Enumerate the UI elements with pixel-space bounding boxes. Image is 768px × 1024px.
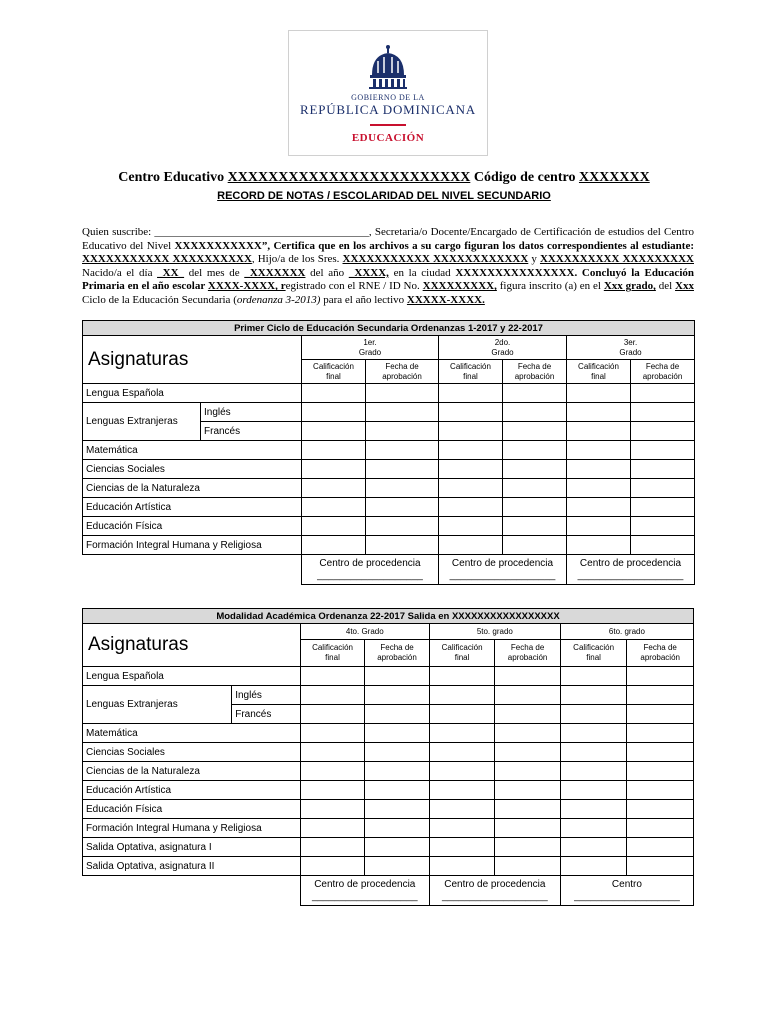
centro-value: XXXXXXXXXXXXXXXXXXXXXXXX bbox=[227, 170, 471, 185]
grade-cell[interactable] bbox=[567, 403, 631, 422]
subject-sublabel: Inglés bbox=[232, 686, 301, 705]
grade-cell[interactable] bbox=[567, 536, 631, 555]
para-text: egistrado con el RNE / ID No. bbox=[285, 280, 423, 293]
date-cell[interactable] bbox=[503, 384, 567, 403]
procedencia-label: Centro de procedencia bbox=[319, 557, 421, 569]
centro-procedencia[interactable] bbox=[560, 876, 693, 906]
empty-cell bbox=[83, 876, 301, 906]
para-text: Quien suscribe: _______________________________________, Secretaria/o Docente/Encargado de Certificación de estudios del Centro Educativo del Nivel bbox=[82, 226, 694, 252]
grade-cell[interactable] bbox=[300, 667, 365, 686]
date-cell[interactable] bbox=[503, 441, 567, 460]
col-label: aprobación bbox=[382, 371, 422, 381]
table-title: Modalidad Académica Ordenanza 22-2017 Salida en XXXXXXXXXXXXXXXXX bbox=[83, 609, 694, 624]
grade-label: 3er. bbox=[623, 337, 638, 347]
para-text: Nacido/a el día bbox=[82, 266, 158, 279]
date-cell[interactable] bbox=[365, 800, 430, 819]
para-madre: XXXXXXXXXX XXXXXXXXX bbox=[539, 253, 694, 266]
grade-cell[interactable] bbox=[567, 460, 631, 479]
grade-cell[interactable] bbox=[567, 384, 631, 403]
date-cell[interactable] bbox=[495, 667, 561, 686]
centro-procedencia[interactable] bbox=[439, 555, 567, 585]
subject-label: Formación Integral Humana y Religiosa bbox=[83, 819, 301, 838]
table-row bbox=[83, 762, 694, 781]
procedencia-label: Centro de procedencia bbox=[444, 878, 546, 890]
grade-cell[interactable] bbox=[429, 724, 495, 743]
procedencia-label: Centro de procedencia bbox=[314, 878, 416, 890]
codigo-value: XXXXXXX bbox=[578, 170, 650, 185]
table-modalidad-academica bbox=[82, 608, 694, 906]
table-row bbox=[83, 479, 695, 498]
para-text: para el año lectivo bbox=[320, 293, 407, 306]
empty-cell bbox=[83, 555, 302, 585]
asignaturas-heading: Asignaturas bbox=[83, 336, 302, 384]
subject-label: Matemática bbox=[83, 441, 302, 460]
grade-cell[interactable] bbox=[560, 762, 627, 781]
centro-header bbox=[0, 170, 768, 186]
date-cell[interactable] bbox=[631, 422, 695, 441]
date-cell[interactable] bbox=[503, 460, 567, 479]
asignaturas-heading: Asignaturas bbox=[83, 624, 301, 667]
table-row bbox=[83, 498, 695, 517]
date-cell[interactable] bbox=[495, 762, 561, 781]
grade-cell[interactable] bbox=[302, 460, 366, 479]
table-row bbox=[83, 800, 694, 819]
para-rne: XXXXXXXXX, bbox=[422, 280, 497, 293]
para-nivel: XXXXXXXXXXX bbox=[174, 239, 262, 252]
para-ciudad: XXXXXXXXXXXXXXX. bbox=[455, 266, 578, 279]
centro-procedencia[interactable] bbox=[302, 555, 439, 585]
date-cell[interactable] bbox=[503, 422, 567, 441]
grade-label: Grado bbox=[491, 347, 514, 357]
date-cell[interactable] bbox=[495, 838, 561, 857]
grade-cell[interactable] bbox=[302, 422, 366, 441]
date-cell[interactable] bbox=[503, 403, 567, 422]
subject-label: Formación Integral Humana y Religiosa bbox=[83, 536, 302, 555]
table-row bbox=[83, 743, 694, 762]
grade-cell[interactable] bbox=[302, 384, 366, 403]
para-text: del bbox=[655, 280, 676, 293]
procedencia-line: ___________________ bbox=[574, 890, 680, 902]
grade-cell[interactable] bbox=[429, 838, 495, 857]
grade-cell[interactable] bbox=[429, 743, 495, 762]
subject-label: Ciencias de la Naturaleza bbox=[83, 479, 302, 498]
date-cell[interactable] bbox=[365, 667, 430, 686]
col-label: Fecha de bbox=[517, 361, 552, 371]
procedencia-label: Centro de procedencia bbox=[451, 557, 554, 569]
col-label: Calificación bbox=[450, 361, 491, 371]
grade-cell[interactable] bbox=[300, 724, 365, 743]
date-cell[interactable] bbox=[366, 479, 439, 498]
grade-label: 2do. bbox=[494, 337, 511, 347]
date-cell[interactable] bbox=[495, 705, 561, 724]
date-cell[interactable] bbox=[365, 857, 430, 876]
col-fecha bbox=[365, 640, 430, 667]
grade-label: 1er. bbox=[363, 337, 377, 347]
date-cell[interactable] bbox=[627, 781, 694, 800]
col-label: Calificación bbox=[573, 643, 615, 652]
date-cell[interactable] bbox=[627, 800, 694, 819]
col-label: final bbox=[326, 371, 341, 381]
procedencia-line: ___________________ bbox=[311, 890, 418, 902]
subject-label: Ciencias de la Naturaleza bbox=[83, 762, 301, 781]
date-cell[interactable] bbox=[503, 517, 567, 536]
centro-procedencia[interactable] bbox=[567, 555, 695, 585]
grade-cell[interactable] bbox=[560, 819, 627, 838]
date-cell[interactable] bbox=[627, 743, 694, 762]
col-label: final bbox=[591, 371, 606, 381]
col-calificacion bbox=[567, 360, 631, 384]
date-cell[interactable] bbox=[627, 705, 694, 724]
date-cell[interactable] bbox=[627, 686, 694, 705]
subject-label: Lengua Española bbox=[83, 384, 302, 403]
grade-cell[interactable] bbox=[439, 517, 503, 536]
col-calificacion bbox=[439, 360, 503, 384]
para-anio-escolar: XXXX-XXXX, r bbox=[207, 280, 286, 293]
date-cell[interactable] bbox=[495, 781, 561, 800]
grade-cell[interactable] bbox=[302, 536, 366, 555]
grade-cell[interactable] bbox=[560, 857, 627, 876]
col-fecha bbox=[631, 360, 695, 384]
subject-sublabel: Inglés bbox=[201, 403, 302, 422]
table-primer-ciclo bbox=[82, 320, 695, 585]
date-cell[interactable] bbox=[365, 781, 430, 800]
date-cell[interactable] bbox=[631, 479, 695, 498]
grade-cell[interactable] bbox=[560, 743, 627, 762]
procedencia-label: Centro de procedencia bbox=[579, 557, 682, 569]
grade-label: Grado bbox=[619, 347, 642, 357]
grade-cell[interactable] bbox=[439, 460, 503, 479]
grade-cell[interactable] bbox=[302, 498, 366, 517]
date-cell[interactable] bbox=[627, 762, 694, 781]
grade-cell[interactable] bbox=[560, 838, 627, 857]
col-label: Fecha de bbox=[510, 643, 545, 652]
table-row bbox=[83, 441, 695, 460]
date-cell[interactable] bbox=[631, 384, 695, 403]
col-label: aprobación bbox=[507, 653, 548, 662]
para-text: , Hijo/a de los Sres. bbox=[251, 253, 343, 266]
date-cell[interactable] bbox=[503, 479, 567, 498]
subject-label: Ciencias Sociales bbox=[83, 743, 301, 762]
date-cell[interactable] bbox=[495, 819, 561, 838]
centro-label: Centro Educativo bbox=[118, 170, 225, 185]
table-row bbox=[83, 536, 695, 555]
table-row bbox=[83, 781, 694, 800]
date-cell[interactable] bbox=[631, 536, 695, 555]
col-calificacion bbox=[429, 640, 495, 667]
subject-label: Salida Optativa, asignatura I bbox=[83, 838, 301, 857]
table-row bbox=[83, 857, 694, 876]
date-cell[interactable] bbox=[627, 724, 694, 743]
date-cell[interactable] bbox=[495, 724, 561, 743]
col-calificacion bbox=[560, 640, 627, 667]
table-row bbox=[83, 819, 694, 838]
logo-line-gobierno: GOBIERNO DE LA bbox=[351, 93, 425, 102]
subject-label: Educación Física bbox=[83, 517, 302, 536]
date-cell[interactable] bbox=[627, 857, 694, 876]
grade-cell[interactable] bbox=[429, 762, 495, 781]
grade-cell[interactable] bbox=[439, 422, 503, 441]
table-row bbox=[83, 384, 695, 403]
subject-sublabel: Francés bbox=[232, 705, 301, 724]
grade-cell[interactable] bbox=[429, 667, 495, 686]
para-estudiante: XXXXXXXXXXX XXXXXXXXXX bbox=[82, 253, 252, 266]
grade-cell[interactable] bbox=[429, 819, 495, 838]
col-label: final bbox=[325, 653, 340, 662]
para-text: y bbox=[528, 253, 540, 266]
para-lectivo: XXXXX-XXXX. bbox=[406, 293, 485, 306]
col-label: aprobación bbox=[514, 371, 555, 381]
para-dia: _XX_ bbox=[157, 266, 185, 279]
grade-cell[interactable] bbox=[300, 743, 365, 762]
table-row bbox=[83, 686, 694, 705]
col-fecha bbox=[503, 360, 567, 384]
table-row bbox=[83, 838, 694, 857]
date-cell[interactable] bbox=[503, 536, 567, 555]
grade-cell[interactable] bbox=[560, 705, 627, 724]
date-cell[interactable] bbox=[366, 536, 439, 555]
date-cell[interactable] bbox=[503, 498, 567, 517]
subject-label: Matemática bbox=[83, 724, 301, 743]
procedencia-line: ___________________ bbox=[441, 890, 548, 902]
col-label: Fecha de bbox=[645, 361, 680, 371]
col-label: aprobación bbox=[377, 653, 417, 662]
grade-cell[interactable] bbox=[567, 517, 631, 536]
subject-label: Salida Optativa, asignatura II bbox=[83, 857, 301, 876]
table-row bbox=[83, 403, 695, 422]
grade-cell[interactable] bbox=[567, 422, 631, 441]
grade-cell[interactable] bbox=[429, 857, 495, 876]
para-text: del mes de bbox=[184, 266, 245, 279]
date-cell[interactable] bbox=[495, 857, 561, 876]
centro-procedencia[interactable] bbox=[300, 876, 429, 906]
date-cell[interactable] bbox=[631, 517, 695, 536]
col-label: Fecha de bbox=[380, 643, 414, 652]
grade-cell[interactable] bbox=[429, 800, 495, 819]
dome-emblem-icon bbox=[364, 43, 412, 91]
grade-header: 4to. Grado bbox=[300, 624, 429, 640]
subject-label: Educación Artística bbox=[83, 781, 301, 800]
document-subtitle bbox=[0, 190, 768, 202]
grade-cell[interactable] bbox=[560, 781, 627, 800]
col-fecha bbox=[495, 640, 561, 667]
date-cell[interactable] bbox=[627, 838, 694, 857]
para-text: del año bbox=[305, 266, 349, 279]
date-cell[interactable] bbox=[366, 441, 439, 460]
col-label: Fecha de bbox=[643, 643, 677, 652]
grade-cell[interactable] bbox=[429, 686, 495, 705]
procedencia-line: ___________________ bbox=[449, 569, 556, 581]
date-cell[interactable] bbox=[627, 819, 694, 838]
para-grado: Xxx grado, bbox=[603, 280, 656, 293]
grade-cell[interactable] bbox=[560, 800, 627, 819]
grade-cell[interactable] bbox=[439, 498, 503, 517]
codigo-label: Código de centro bbox=[473, 170, 576, 185]
col-calificacion bbox=[300, 640, 365, 667]
grade-cell[interactable] bbox=[439, 479, 503, 498]
grade-cell[interactable] bbox=[300, 781, 365, 800]
procedencia-line: ___________________ bbox=[577, 569, 684, 581]
grade-header bbox=[567, 336, 695, 360]
subject-label: Educación Física bbox=[83, 800, 301, 819]
subject-label: Lenguas Extranjeras bbox=[83, 403, 201, 441]
subject-label: Lengua Española bbox=[83, 667, 301, 686]
date-cell[interactable] bbox=[631, 441, 695, 460]
table-title: Primer Ciclo de Educación Secundaria Ordenanzas 1-2017 y 22-2017 bbox=[83, 321, 695, 336]
para-text: en la ciudad bbox=[388, 266, 456, 279]
date-cell[interactable] bbox=[365, 724, 430, 743]
para-text: ”, Certifica que en los archivos a su cargo figuran los datos correspondientes al estudiante: bbox=[261, 239, 694, 252]
logo-line-educacion: EDUCACIÓN bbox=[351, 132, 425, 144]
procedencia-label: Centro bbox=[611, 878, 642, 890]
date-cell[interactable] bbox=[366, 384, 439, 403]
para-ciclo: Xxx bbox=[675, 280, 694, 293]
col-label: Calificación bbox=[313, 361, 354, 371]
para-anio: _XXXX, bbox=[348, 266, 389, 279]
date-cell[interactable] bbox=[627, 667, 694, 686]
grade-cell[interactable] bbox=[560, 724, 627, 743]
date-cell[interactable] bbox=[631, 403, 695, 422]
date-cell[interactable] bbox=[365, 838, 430, 857]
col-label: final bbox=[463, 371, 478, 381]
centro-procedencia[interactable] bbox=[429, 876, 560, 906]
date-cell[interactable] bbox=[366, 517, 439, 536]
subject-label: Lenguas Extranjeras bbox=[83, 686, 232, 724]
table-row bbox=[83, 517, 695, 536]
grade-cell[interactable] bbox=[300, 800, 365, 819]
grade-cell[interactable] bbox=[567, 441, 631, 460]
grade-cell[interactable] bbox=[560, 686, 627, 705]
grade-header: 5to. grado bbox=[429, 624, 560, 640]
subject-label: Ciencias Sociales bbox=[83, 460, 302, 479]
col-fecha bbox=[366, 360, 439, 384]
grade-cell[interactable] bbox=[439, 384, 503, 403]
grade-cell[interactable] bbox=[302, 517, 366, 536]
grade-cell[interactable] bbox=[567, 479, 631, 498]
date-cell[interactable] bbox=[365, 819, 430, 838]
grade-cell[interactable] bbox=[300, 686, 365, 705]
date-cell[interactable] bbox=[366, 460, 439, 479]
grade-cell[interactable] bbox=[439, 403, 503, 422]
col-label: final bbox=[454, 653, 470, 662]
col-label: Fecha de bbox=[385, 361, 419, 371]
para-text: Ciclo de la Educación Secundaria ( bbox=[82, 293, 237, 306]
col-calificacion bbox=[302, 360, 366, 384]
grade-cell[interactable] bbox=[439, 536, 503, 555]
para-ordenanza: ordenanza 3-2013) bbox=[236, 293, 321, 306]
grade-cell[interactable] bbox=[439, 441, 503, 460]
logo bbox=[288, 30, 488, 156]
date-cell[interactable] bbox=[495, 686, 561, 705]
subtitle-text: RECORD DE NOTAS / ESCOLARIDAD DEL NIVEL SECUNDARIO bbox=[217, 190, 551, 202]
grade-cell[interactable] bbox=[300, 838, 365, 857]
procedencia-line: ___________________ bbox=[317, 569, 423, 581]
col-label: aprobación bbox=[642, 371, 683, 381]
date-cell[interactable] bbox=[495, 743, 561, 762]
grade-cell[interactable] bbox=[302, 441, 366, 460]
certification-paragraph bbox=[82, 226, 694, 308]
grade-cell[interactable] bbox=[300, 857, 365, 876]
col-label: Calificación bbox=[578, 361, 619, 371]
grade-label: Grado bbox=[358, 347, 382, 357]
grade-cell[interactable] bbox=[429, 705, 495, 724]
grade-cell[interactable] bbox=[567, 498, 631, 517]
table-row bbox=[83, 667, 694, 686]
date-cell[interactable] bbox=[365, 686, 430, 705]
logo-divider bbox=[370, 124, 406, 126]
table-row bbox=[83, 460, 695, 479]
grade-cell[interactable] bbox=[302, 479, 366, 498]
col-label: Calificación bbox=[312, 643, 353, 652]
grade-cell[interactable] bbox=[300, 762, 365, 781]
date-cell[interactable] bbox=[366, 403, 439, 422]
col-fecha bbox=[627, 640, 694, 667]
date-cell[interactable] bbox=[366, 422, 439, 441]
logo-line-republica: REPÚBLICA DOMINICANA bbox=[300, 102, 476, 117]
date-cell[interactable] bbox=[631, 498, 695, 517]
grade-header bbox=[302, 336, 439, 360]
grade-header: 6to. grado bbox=[560, 624, 693, 640]
date-cell[interactable] bbox=[365, 743, 430, 762]
date-cell[interactable] bbox=[631, 460, 695, 479]
grade-header bbox=[439, 336, 567, 360]
para-padre: XXXXXXXXXXX XXXXXXXXXXXX bbox=[342, 253, 529, 266]
subject-label: Educación Artística bbox=[83, 498, 302, 517]
date-cell[interactable] bbox=[365, 705, 430, 724]
para-mes: _XXXXXXX bbox=[244, 266, 306, 279]
grade-cell[interactable] bbox=[302, 403, 366, 422]
date-cell[interactable] bbox=[366, 498, 439, 517]
para-text: Concluyó la Educación Primaria en el año escolar bbox=[82, 266, 694, 293]
para-text: figura inscrito (a) en el bbox=[496, 280, 604, 293]
grade-cell[interactable] bbox=[300, 819, 365, 838]
table-row bbox=[83, 724, 694, 743]
col-label: final bbox=[586, 653, 601, 662]
grade-cell[interactable] bbox=[560, 667, 627, 686]
col-label: Calificación bbox=[441, 643, 483, 652]
grade-cell[interactable] bbox=[429, 781, 495, 800]
subject-sublabel: Francés bbox=[201, 422, 302, 441]
grade-cell[interactable] bbox=[300, 705, 365, 724]
date-cell[interactable] bbox=[495, 800, 561, 819]
date-cell[interactable] bbox=[365, 762, 430, 781]
col-label: aprobación bbox=[640, 653, 680, 662]
